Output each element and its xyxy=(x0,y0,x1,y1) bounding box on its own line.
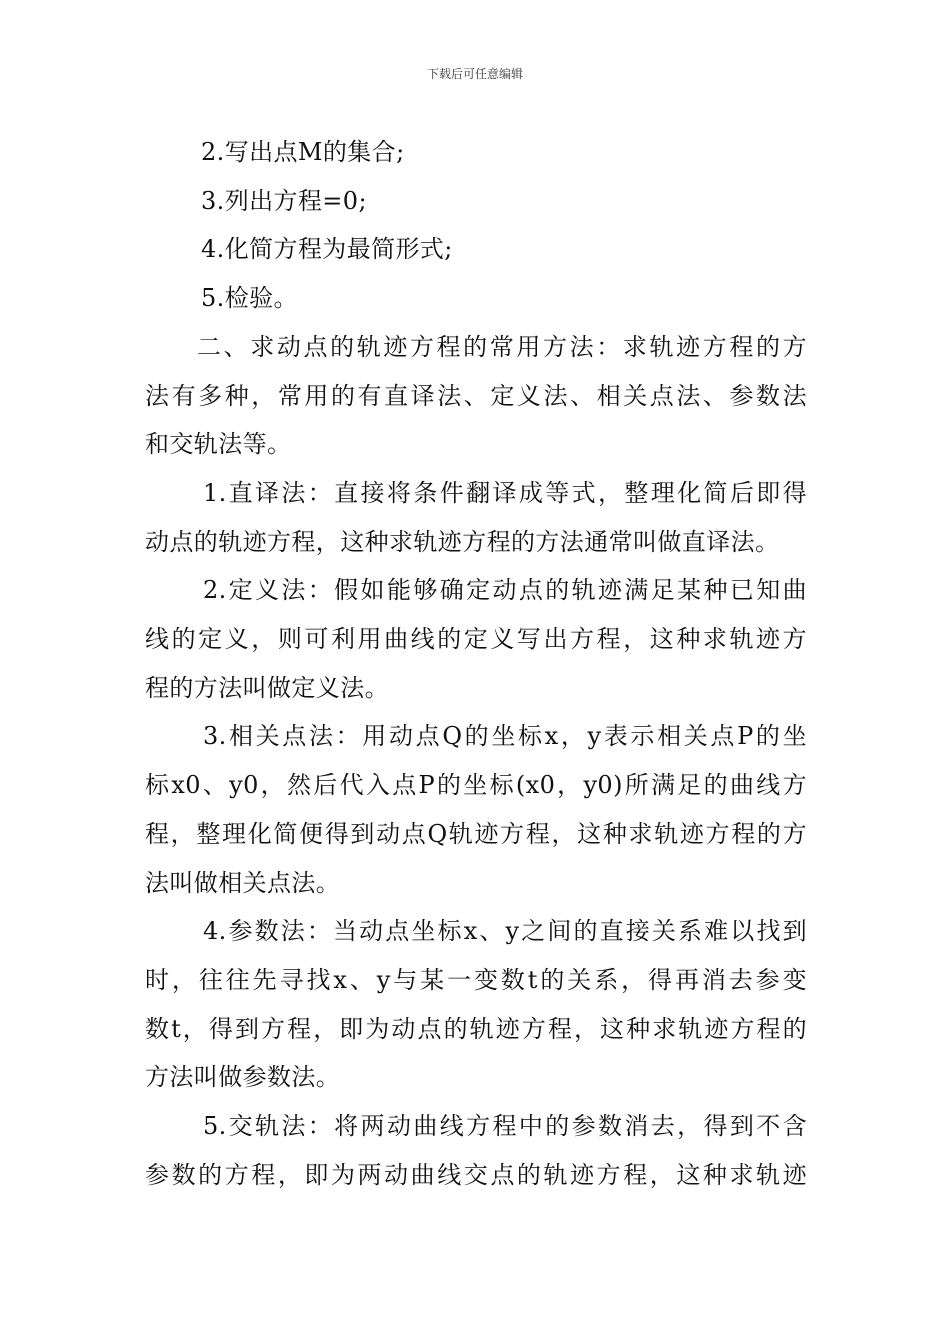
page-header: 下载后可任意编辑 xyxy=(426,67,523,81)
text-line: 参数的方程，即为两动曲线交点的轨迹方程，这种求轨迹 xyxy=(145,1160,807,1189)
method-intersection xyxy=(145,1102,807,1199)
document-body xyxy=(145,128,807,1199)
method-direct-translation xyxy=(145,469,807,566)
step-2: 2.写出点M的集合; xyxy=(201,138,405,166)
text-line: 方法叫做参数法。 xyxy=(145,1063,341,1092)
text-line: 二、求动点的轨迹方程的常用方法：求轨迹方程的方 xyxy=(197,332,807,361)
text-line: 线的定义，则可利用曲线的定义写出方程，这种求轨迹方 xyxy=(145,625,807,654)
step-3: 3.列出方程=0; xyxy=(201,186,367,215)
text-line: 1.直译法：直接将条件翻译成等式，整理化简后即得 xyxy=(203,478,807,507)
method-parameter xyxy=(145,907,807,1102)
text-line: 3.相关点法：用动点Q的坐标x，y表示相关点P的坐 xyxy=(203,722,807,751)
step-5: 5.检验。 xyxy=(201,284,298,313)
text-line: 动点的轨迹方程，这种求轨迹方程的方法通常叫做直译法。 xyxy=(145,527,780,556)
text-line: 时，往往先寻找x、y与某一变数t的关系，得再消去参变 xyxy=(145,965,807,994)
step-4: 4.化简方程为最简形式; xyxy=(201,235,453,264)
text-line: 法有多种，常用的有直译法、定义法、相关点法、参数法 xyxy=(145,381,807,410)
text-line: 2.定义法：假如能够确定动点的轨迹满足某种已知曲 xyxy=(203,576,807,605)
text-line: 标x0、y0，然后代入点P的坐标(x0，y0)所满足的曲线方 xyxy=(145,771,807,800)
method-definition xyxy=(145,566,807,712)
text-line: 5.交轨法：将两动曲线方程中的参数消去，得到不含 xyxy=(203,1112,807,1141)
text-line: 程的方法叫做定义法。 xyxy=(145,673,389,702)
text-line: 法叫做相关点法。 xyxy=(145,868,341,897)
method-related-point xyxy=(145,712,807,907)
text-line: 4.参数法：当动点坐标x、y之间的直接关系难以找到 xyxy=(203,917,807,946)
section-2-paragraph xyxy=(145,323,807,469)
steps-list xyxy=(145,128,807,323)
text-line: 和交轨法等。 xyxy=(145,430,292,459)
text-line: 程，整理化简便得到动点Q轨迹方程，这种求轨迹方程的方 xyxy=(145,819,807,848)
text-line: 数t，得到方程，即为动点的轨迹方程，这种求轨迹方程的 xyxy=(145,1014,807,1043)
